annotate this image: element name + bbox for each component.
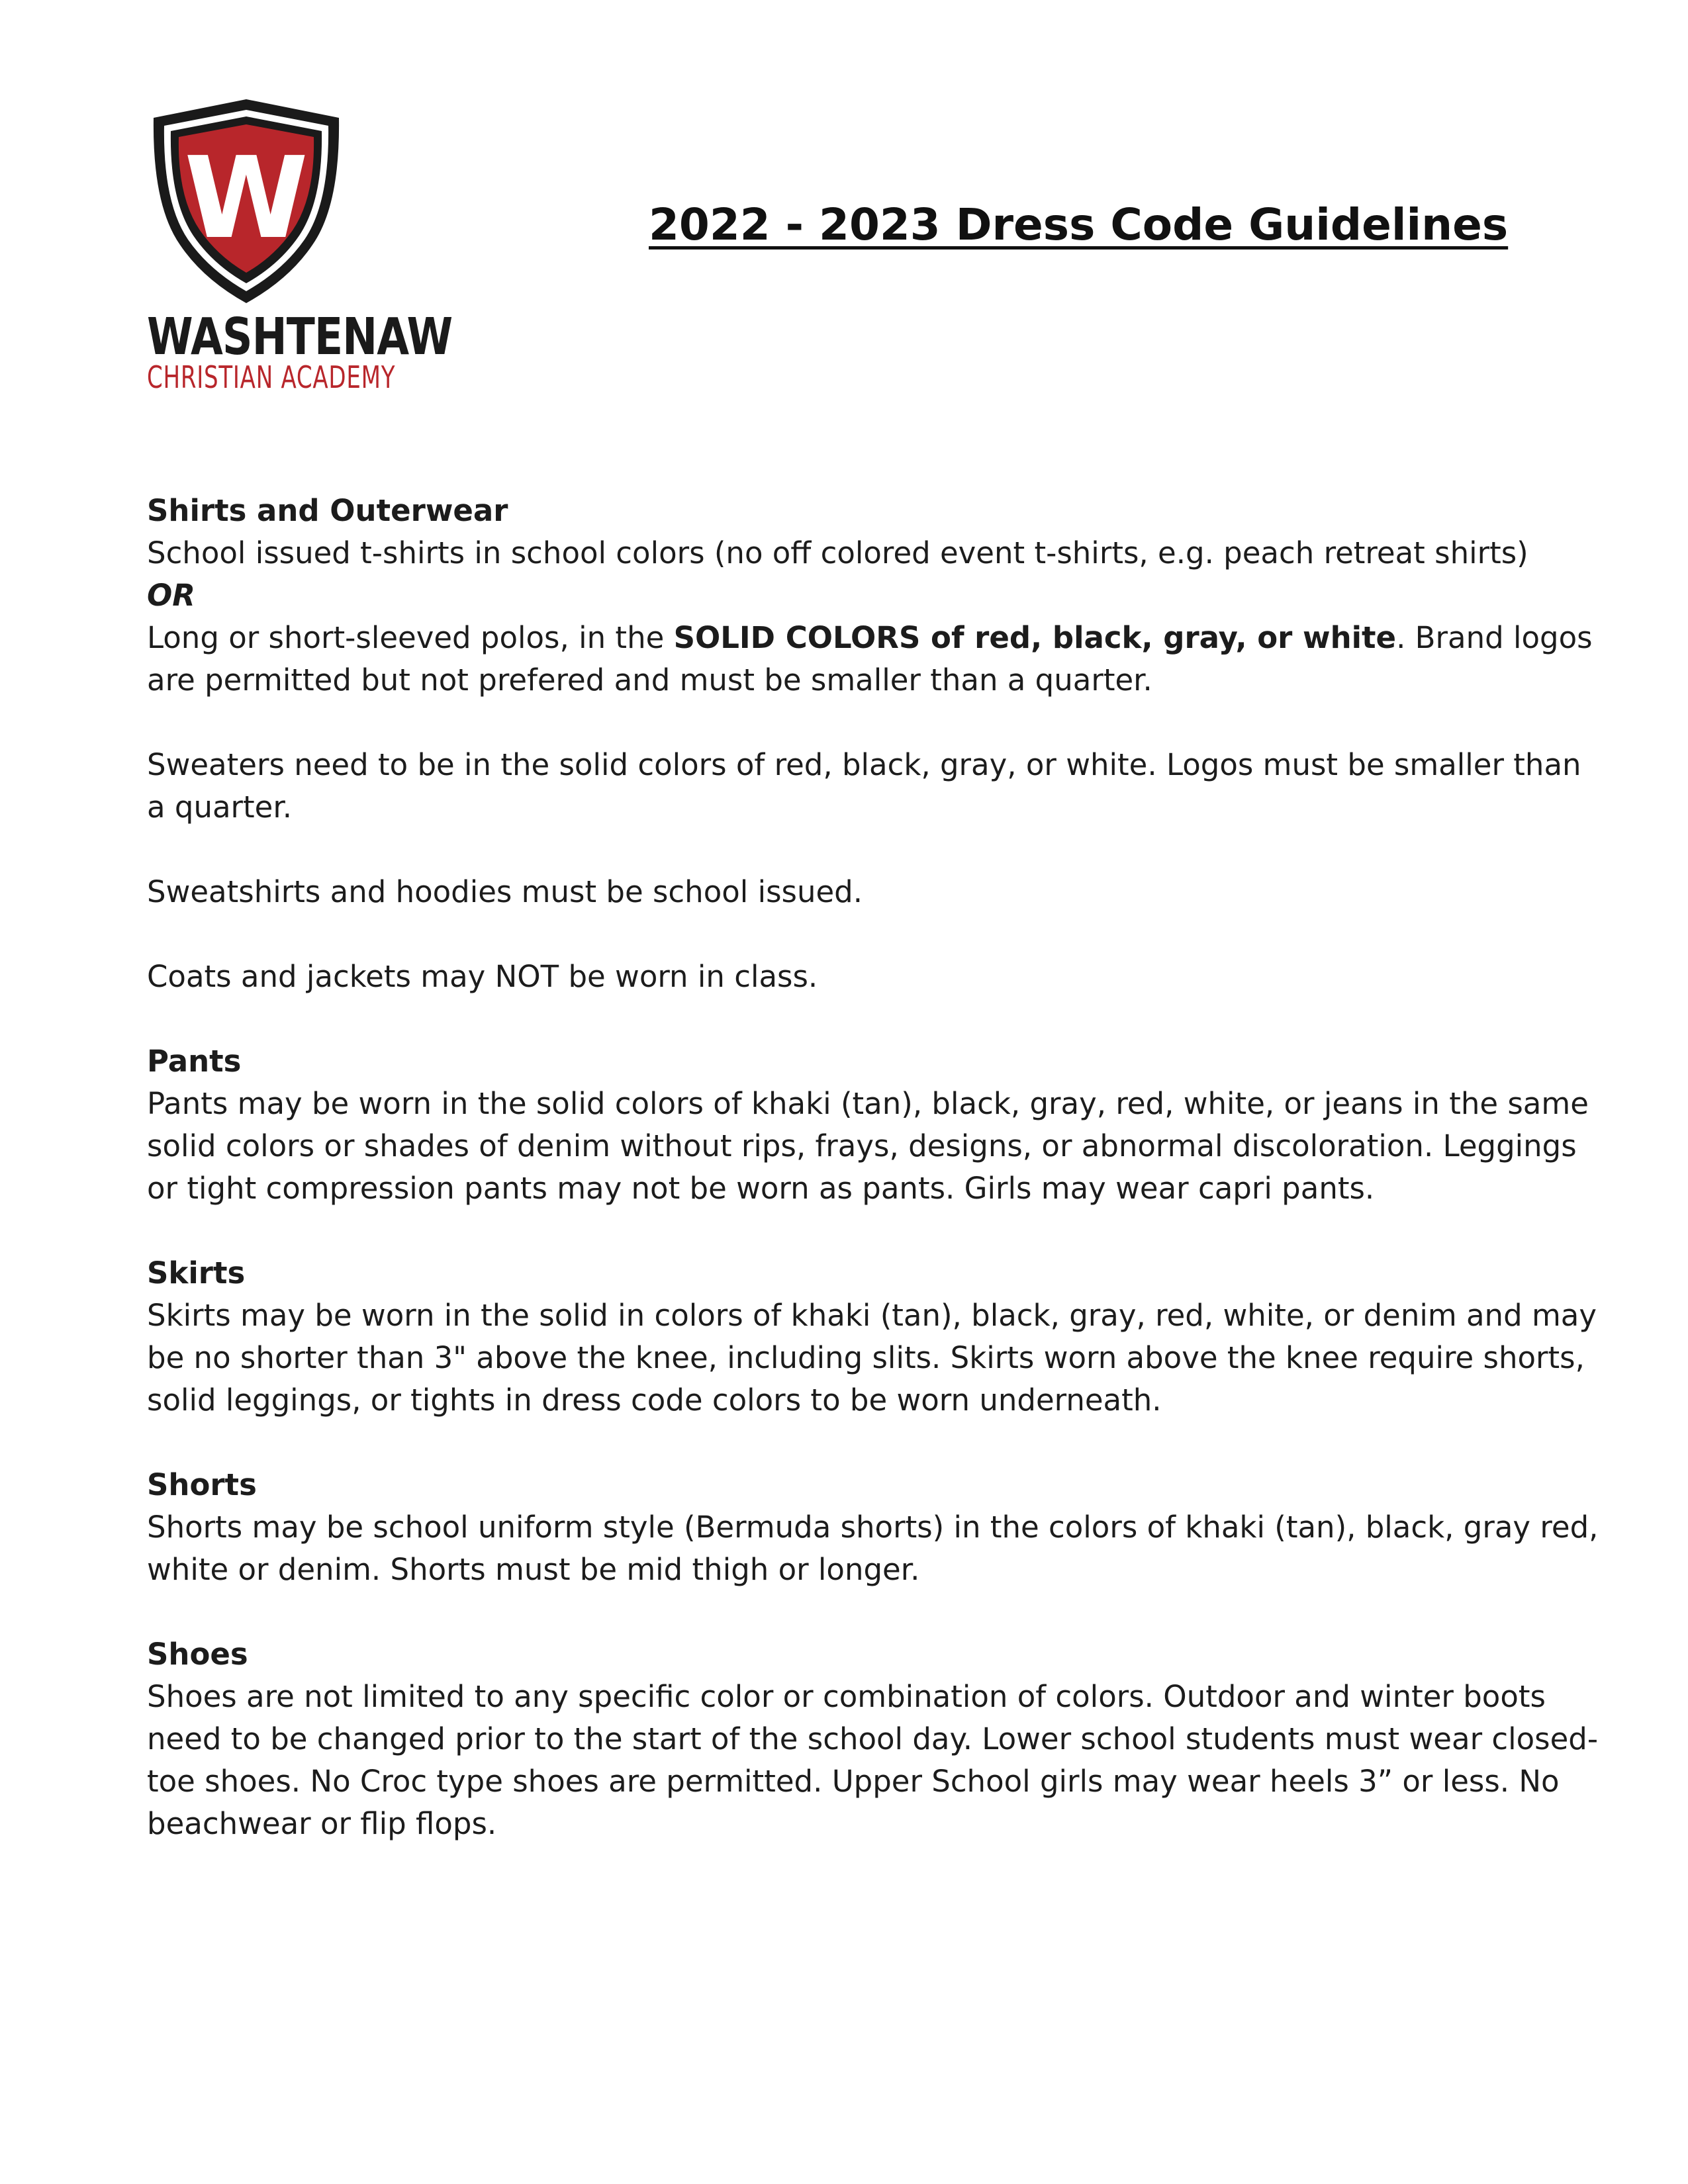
paragraph: Pants may be worn in the solid colors of khaki (tan), black, gray, red, white, or jeans in the same solid colors or shades of denim without rips, frays, designs, or abnormal discoloration. Leggings or tight compression pants may not be worn as pants. Girls may wear capri pants. [147,1086,1589,1206]
dress-code-content [147,490,1603,1888]
section-heading: Shorts [147,1467,257,1502]
section-pants [147,1040,1603,1210]
shield-icon [147,99,346,304]
text-run: Long or short-sleeved polos, in the [147,620,674,655]
paragraph: Sweaters need to be in the solid colors of red, black, gray, or white. Logos must be smaller than a quarter. [147,747,1581,825]
page-title: 2022 - 2023 Dress Code Guidelines [649,199,1509,250]
paragraph [147,617,1603,702]
paragraph: School issued t-shirts in school colors (no off colored event t-shirts, e.g. peach retreat shirts) [147,535,1528,570]
paragraph: Coats and jackets may NOT be worn in class. [147,959,818,994]
bold-text-run: SOLID COLORS of red, black, gray, or white [673,620,1397,655]
paragraph: Skirts may be worn in the solid in colors of khaki (tan), black, gray, red, white, or denim and may be no shorter than 3" above the knee, including slits. Skirts worn above the knee require shorts, solid leggings, or tights in dress code colors to be worn underneath. [147,1298,1597,1418]
paragraph: Sweatshirts and hoodies must be school issued. [147,874,863,909]
section-shirts [147,490,1603,998]
school-name: WASHTENAW [147,308,453,367]
section-skirts [147,1252,1603,1422]
section-heading: Skirts [147,1255,246,1291]
school-subname: CHRISTIAN ACADEMY [147,359,396,395]
section-shorts [147,1464,1603,1591]
paragraph: Shorts may be school uniform style (Bermuda shorts) in the colors of khaki (tan), black, gray red, white or denim. Shorts must be mid thigh or longer. [147,1510,1599,1587]
section-heading: Shirts and Outerwear [147,493,508,528]
paragraph: Shoes are not limited to any specific color or combination of colors. Outdoor and winter boots need to be changed prior to the start of the school day. Lower school students must wear closed-toe shoes. No Croc type shoes are permitted. Upper School girls may wear heels 3” or less. No beachwear or flip flops. [147,1679,1599,1841]
section-shoes [147,1633,1603,1845]
or-word: OR [147,578,195,613]
section-heading: Pants [147,1044,242,1079]
text-run: . Brand logos are permitted but not prefered and must be smaller than a quarter. [147,620,1593,698]
svg-text:W: W [184,133,308,264]
section-heading: Shoes [147,1637,248,1672]
